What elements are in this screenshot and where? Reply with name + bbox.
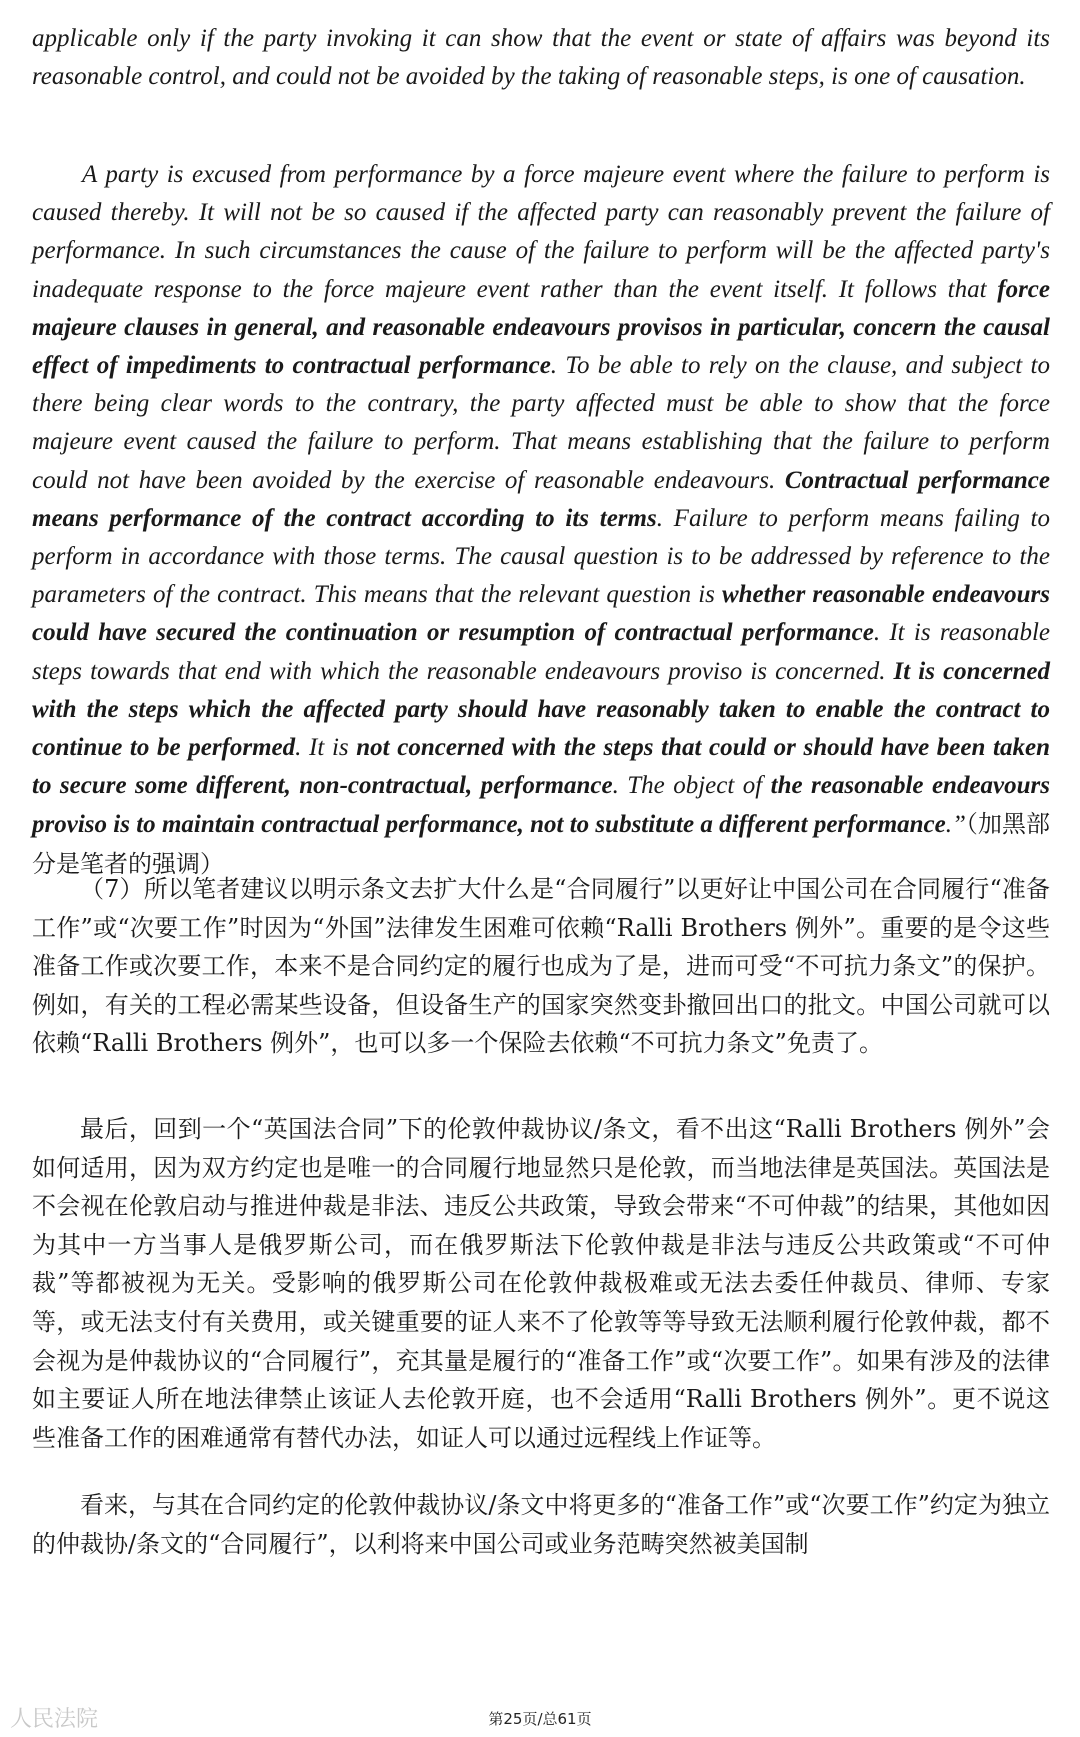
paragraph-causation-intro — [32, 20, 1050, 96]
quote-bold-2: Contractual performance means performance of the contract according to its terms — [32, 466, 1050, 532]
paragraph-quote — [32, 156, 1050, 884]
page-number: 第25页/总61页 — [488, 1710, 592, 1728]
page-footer — [0, 1708, 1080, 1729]
quote-text-6: . The object of — [612, 772, 771, 800]
paragraph-final: 看来，与其在合同约定的伦敦仲裁协议/条文中将更多的“准备工作”或“次要工作”约定为独立的仲裁协/条文的“合同履行”，以利将来中国公司或业务范畴突然被美国制 — [32, 1491, 1050, 1558]
emphasis-note: （加黑部分是笔者的强调） — [32, 810, 1051, 878]
quote-bold-1: force majeure clauses in general, and reasonable endeavours provisos in particular, concern the causal effect of impediments to contractual performance — [32, 275, 1050, 380]
quote-text-7: .” — [945, 811, 966, 839]
quote-bold-4: It is concerned with the steps which the affected party should have reasonably taken to enable the contract to continue to be performed — [32, 657, 1050, 762]
quote-text-2: . To be able to rely on the clause, and subject to there being clear words to the contrary, the party affected must be able to show that the force majeure event caused the failure to perform. That means establishing that the failure to perform could not have been avoided by the exercise of reasonable endeavours. — [32, 352, 1050, 494]
quote-bold-5: not concerned with the steps that could or should have been taken to secure some different, non-contractual, performance — [32, 734, 1050, 800]
watermark-text: 人民法院 — [10, 1707, 99, 1732]
paragraph-conclusion: 最后，回到一个“英国法合同”下的伦敦仲裁协议/条文，看不出这“Ralli Brothers 例外”会如何适用，因为双方约定也是唯一的合同履行地显然只是伦敦，而当地法律是英国法。英国法是不会视在伦敦启动与推进仲裁是非法、违反公共政策，导致会带来“不可仲裁”的结果，其他如因为其中一方当事人是俄罗斯公司，而在俄罗斯法下伦敦仲裁是非法与违反公共政策或“不可仲裁”等都被视为无关。受影响的俄罗斯公司在伦敦仲裁极难或无法去委任仲裁员、律师、专家等，或无法支付有关费用，或关键重要的证人来不了伦敦等等导致无法顺利履行伦敦仲裁，都不会视为是仲裁协议的“合同履行”，充其量是履行的“准备工作”或“次要工作”。如果有涉及的法律如主要证人所在地法律禁止该证人去伦敦开庭，也不会适用“Ralli Brothers 例外”。更不说这些准备工作的困难通常有替代办法，如证人可以通过远程线上作证等。 — [32, 1115, 1050, 1452]
quote-bold-6: the reasonable endeavours proviso is to maintain contractual performance, not to substitute a different performance — [32, 772, 1050, 839]
quote-text-5: . It is — [295, 734, 357, 762]
quote-text-4: . It is reasonable steps towards that end with which the reasonable endeavours proviso is concerned. — [32, 619, 1050, 685]
quote-text-1: A party is excused from performance by a force majeure event where the failure to perform is caused thereby. It will not be so caused if the affected party can reasonably prevent the failure of performance. In such circumstances the cause of the failure to perform will be the affected party's inadequate response to the force majeure event rather than the event itself. It follows that — [32, 161, 1050, 303]
quote-bold-3: whether reasonable endeavours could have secured the continuation or resumption of contractual performance — [32, 581, 1050, 647]
causation-text: applicable only if the party invoking it can show that the event or state of affairs was beyond its reasonable control, and could not be avoided by the taking of reasonable steps, is one of causation. — [32, 25, 1050, 91]
quote-text-3: . Failure to perform means failing to perform in accordance with those terms. The causal question is to be addressed by reference to the parameters of the contract. This means that the relevant question is — [32, 504, 1050, 609]
paragraph-7: （7）所以笔者建议以明示条文去扩大什么是“合同履行”以更好让中国公司在合同履行“准备工作”或“次要工作”时因为“外国”法律发生困难可依赖“Ralli Brothers 例外”。重要的是令这些准备工作或次要工作，本来不是合同约定的履行也成为了是，进而可受“不可抗力条文”的保护。例如，有关的工程必需某些设备，但设备生产的国家突然变卦撤回出口的批文。中国公司就可以依赖“Ralli Brothers 例外”，也可以多一个保险去依赖“不可抗力条文”免责了。 — [32, 875, 1050, 1058]
